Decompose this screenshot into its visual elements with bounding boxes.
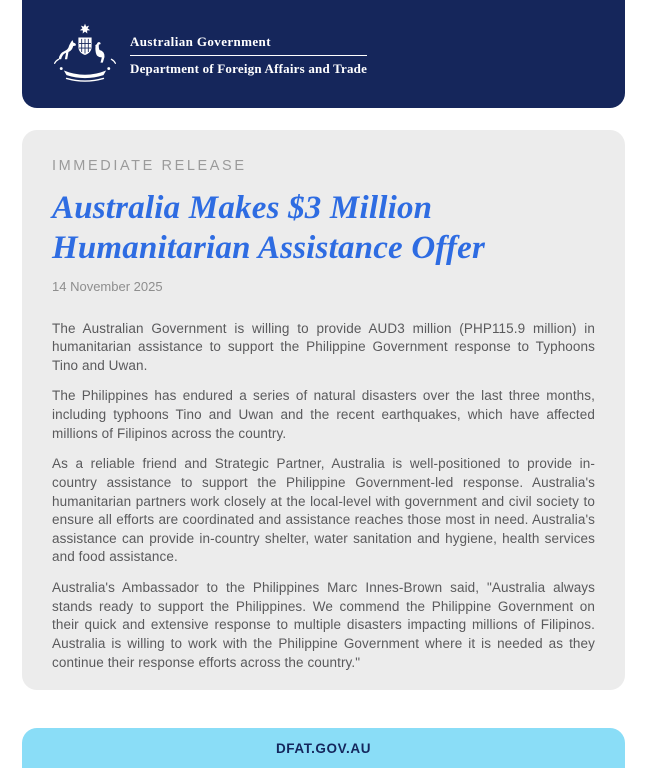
release-title: Australia Makes $3 Million Humanitarian Assistance Offer [52,190,486,267]
department-name: Department of Foreign Affairs and Trade [130,60,368,76]
body-paragraph-3: As a reliable friend and Strategic Partner, Australia is well-positioned to provide in-country assistance to support the Philippine Government-led response. Australia's humanitarian partners work closely at the local-level with government and civil society to ensure all efforts are coordinated and assistance reaches those most in need. Australia's assistance can provide in-country shelter, water sanitation and hygiene, health services and food assistance. [52,456,595,565]
release-date: 14 November 2025 [52,278,163,294]
footer-bar [22,728,625,768]
australian-coat-of-arms-icon [52,22,118,90]
body-paragraph-2: The Philippines has endured a series of natural disasters over the last three months, including typhoons Tino and Uwan and the recent earthquakes, which have affected millions of Filipinos across the country. [52,388,595,441]
body-paragraph-1: The Australian Government is willing to provide AUD3 million (PHP115.9 million) in humanitarian assistance to support the Philippine Government response to Typhoons Tino and Uwan. [52,320,595,373]
release-kicker: IMMEDIATE RELEASE [52,158,247,174]
masthead-lockup [130,34,367,77]
press-release-card [22,130,625,690]
body-paragraph-4: Australia's Ambassador to the Philippines Marc Innes-Brown said, "Australia always stands ready to support the Philippines. We commend the Philippine Government on their quick and extensive response to multiple disasters impacting millions of Filipinos. Australia is willing to work with the Philippine Government where it is needed as they continue their response efforts across the country." [52,580,595,670]
dfat-website-link[interactable]: DFAT.GOV.AU [275,740,372,756]
government-masthead [22,0,625,108]
government-name: Australian Government [130,33,271,49]
